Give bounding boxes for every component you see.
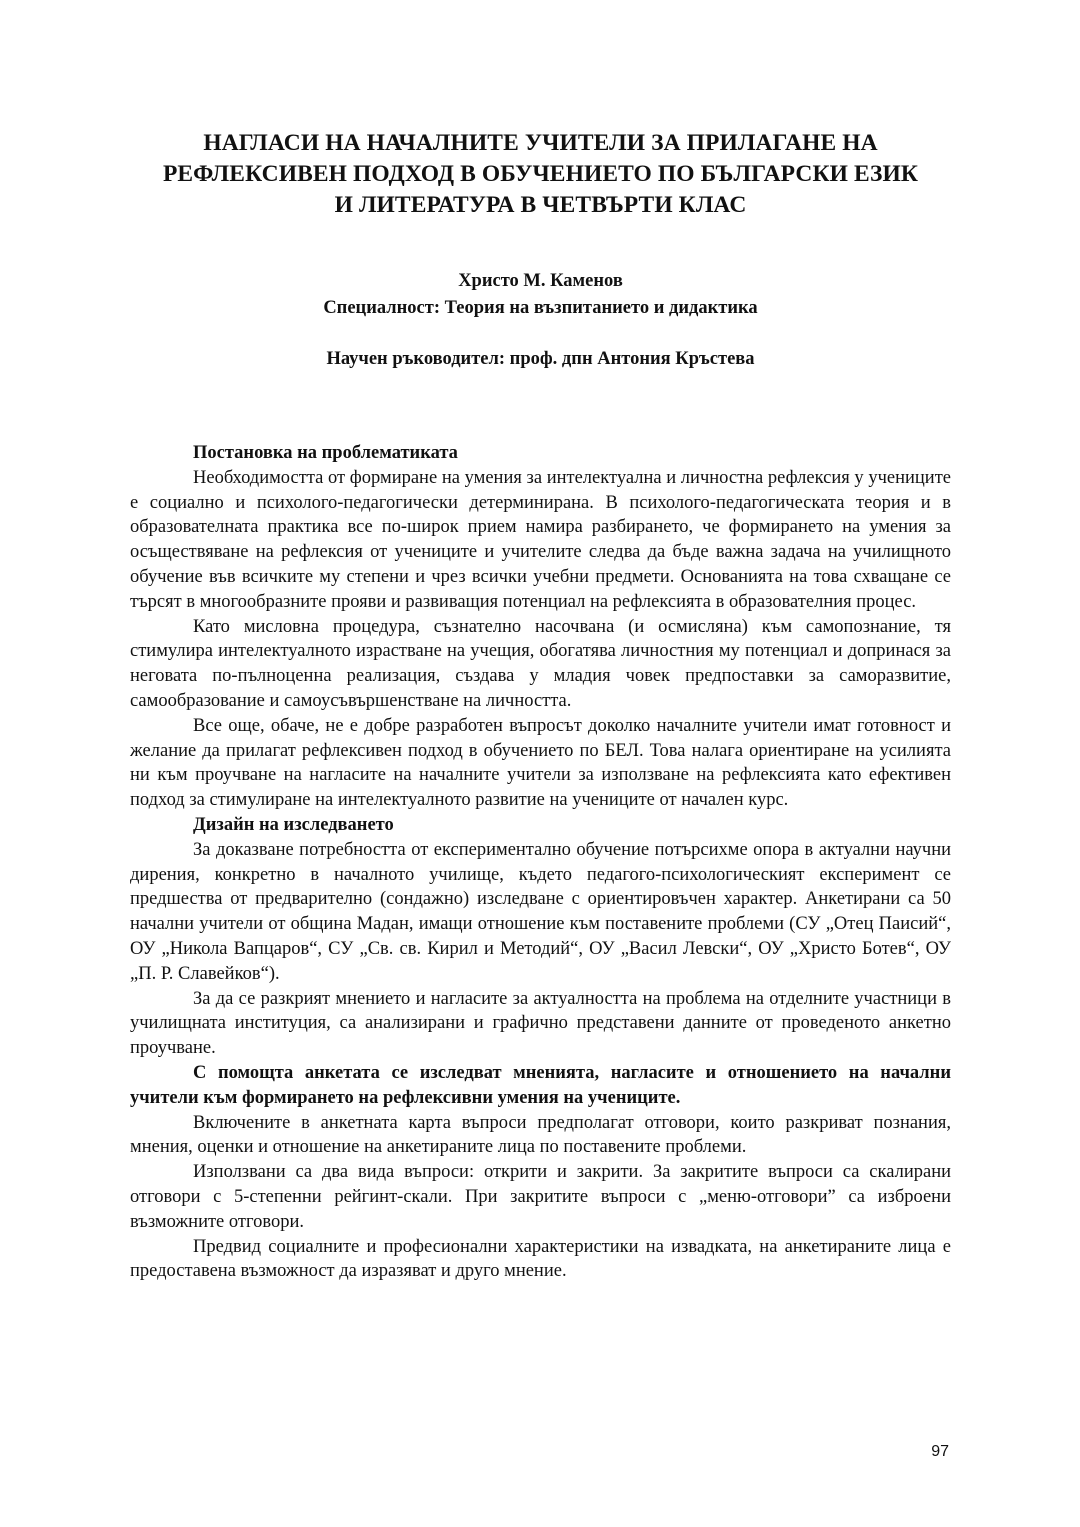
title-line: НАГЛАСИ НА НАЧАЛНИТЕ УЧИТЕЛИ ЗА ПРИЛАГАНЕ НА (203, 130, 878, 156)
paragraph: За да се разкрият мнението и нагласите за актуалността на проблема на отделните участници в училищната институция, са анализирани и графично представени данните от проведеното анкетно проучване. (130, 988, 951, 1059)
page-number: 97 (931, 1443, 949, 1460)
supervisor-line: Научен ръководител: проф. дпн Антония Кръстева (326, 349, 755, 369)
section-heading-design: Дизайн на изследването (193, 814, 394, 835)
author-block (130, 268, 951, 322)
author-specialty: Специалност: Теория на възпитанието и дидактика (323, 298, 758, 318)
section-heading-problem: Постановка на проблематиката (193, 443, 458, 463)
paragraph: За доказване потребността от експериментално обучение потърсихме опора в актуални научни дирения, конкретно в началното училище, където педагого-психологическият експеримент се предшества от предварително (сондажно) изследване с ориентировъчен характер. Анкетирани са 50 начални учители от община Мадан, имащи отношение към поставените проблеми (СУ „Отец Паисий“, ОУ „Никола Вапцаров“, СУ „Св. св. Кирил и Методий“, ОУ „Васил Левски“, ОУ „Христо Ботев“, ОУ „П. Р. Славейков“). (130, 839, 951, 984)
paragraph: Използвани са два вида въпроси: открити и закрити. За закритите въпроси са скалирани отговори с 5-степенни рейгинт-скали. При закритите въпроси с „меню-отговори” са изброени възможните отговори. (130, 1162, 951, 1232)
title-line: РЕФЛЕКСИВЕН ПОДХОД В ОБУЧЕНИЕТО ПО БЪЛГАРСКИ ЕЗИК (162, 161, 919, 187)
title-line: И ЛИТЕРАТУРА В ЧЕТВЪРТИ КЛАС (334, 192, 747, 218)
paper-body (130, 441, 951, 1284)
paragraph: Включените в анкетната карта въпроси предполагат отговори, които разкриват познания, мнения, оценки и отношение на анкетираните лица по поставените проблеми. (130, 1112, 951, 1158)
paragraph: Все още, обаче, не е добре разработен въпросът доколко началните учители имат готовност и желание да прилагат рефлексивен подход в обучението по БЕЛ. Това налага ориентиране на усилията ни към проучване на нагласите на началните учители за използване на рефлексията като ефективен подход за стимулиране на интелектуалното развитие на учениците от начален курс. (130, 715, 951, 811)
paragraph: Необходимостта от формиране на умения за интелектуална и личностна рефлексия у учениците е социално и психолого-педагогически детерминирана. В психолого-педагогическата теория и в образователната практика все по-широк прием намира разбирането, че формирането на умения за осъществяване на рефлексия от учениците и учителите следва да бъде важна задача на училищното обучение във всичките му степени и чрез всички учебни предмети. Основанията на това схващане се търсят в многообразните прояви и развиващия потенциал на рефлексията в образователния процес. (130, 467, 951, 612)
paper-title (130, 128, 951, 221)
emphasis-paragraph: С помощта анкетата се изследват мненията, нагласите и отношението на начални учители към формирането на рефлексивни умения на учениците. (130, 1062, 951, 1108)
paragraph: Като мисловна процедура, съзнателно насочвана (и осмисляна) към самопознание, тя стимулира интелектуалното израстване на учещия, обогатява личностния му потенциал и допринася за неговата по-пълноценна реализация, създава у младия човек предпоставки за саморазвитие, самообразование и самоусъвършенстване на личността. (130, 616, 951, 711)
author-name: Христо М. Каменов (458, 271, 623, 291)
document-page (130, 128, 951, 1284)
paragraph: Предвид социалните и професионални характеристики на извадката, на анкетираните лица е предоставена възможност да изразяват и друго мнение. (130, 1236, 951, 1282)
